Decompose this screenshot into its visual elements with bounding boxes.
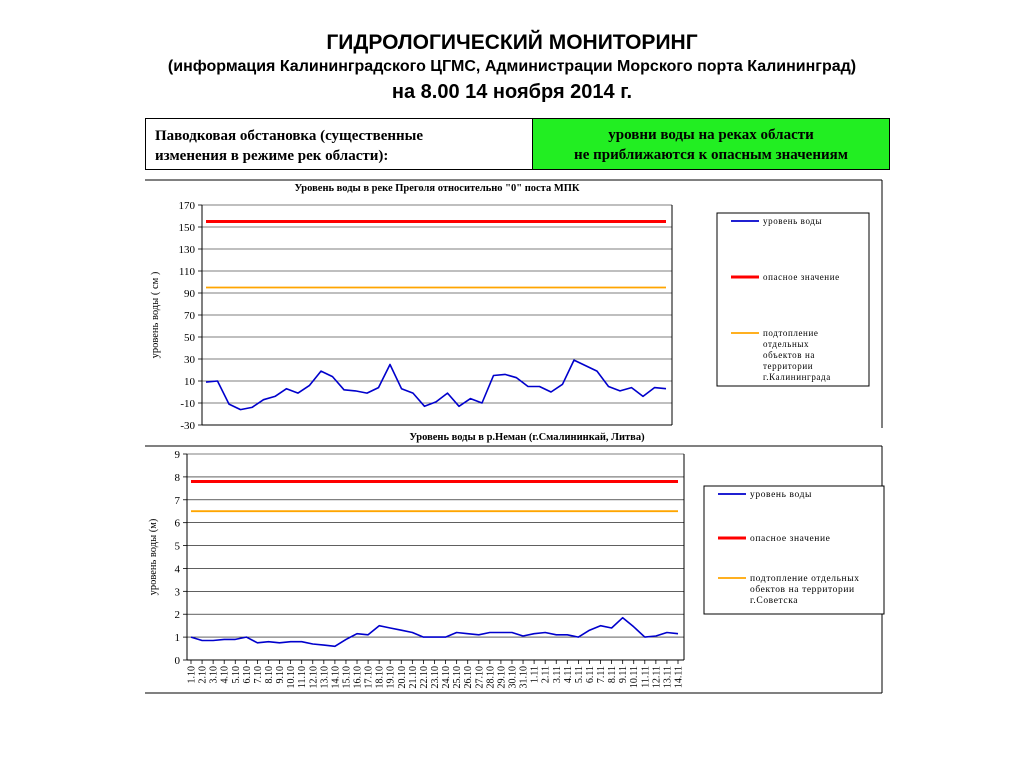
x-tick-label: 6.11 bbox=[584, 666, 596, 684]
x-tick-label: 9.10 bbox=[275, 666, 287, 684]
water-level-line bbox=[206, 360, 666, 410]
y-tick-label: 5 bbox=[174, 540, 180, 553]
pregolya-chart bbox=[145, 180, 882, 432]
x-tick-label: 21.10 bbox=[407, 666, 419, 689]
x-tick-label: 12.10 bbox=[308, 666, 320, 689]
x-tick-label: 17.10 bbox=[363, 666, 375, 689]
x-tick-label: 14.10 bbox=[330, 666, 342, 689]
flooding-level-legend-label: территории bbox=[763, 361, 814, 371]
x-tick-label: 11.10 bbox=[297, 666, 309, 689]
water-level-legend-label: уровень воды bbox=[763, 216, 823, 226]
water-level-line bbox=[191, 618, 678, 647]
x-tick-label: 26.10 bbox=[463, 666, 475, 689]
y-tick-label: 3 bbox=[174, 586, 180, 599]
page-subtitle: (информация Калининградского ЦГМС, Администрации Морского порта Калининград) bbox=[167, 58, 857, 75]
x-tick-label: 14.11 bbox=[673, 666, 685, 689]
x-tick-label: 6.10 bbox=[241, 666, 253, 684]
chart-title: Уровень воды в реке Преголя относительно "0" поста МПК bbox=[294, 183, 580, 194]
x-tick-label: 1.10 bbox=[186, 666, 198, 684]
x-tick-label: 8.11 bbox=[607, 666, 619, 684]
y-tick-label: 6 bbox=[174, 517, 180, 530]
x-tick-label: 7.10 bbox=[252, 666, 264, 684]
y-tick-label: 30 bbox=[184, 354, 195, 366]
flood-status-label-line-1: Паводковая обстановка (существенные bbox=[155, 128, 424, 144]
y-tick-label: -30 bbox=[180, 420, 195, 432]
flooding-level-legend-label: обектов на территории bbox=[750, 585, 855, 595]
chart-title: Уровень воды в р.Неман (г.Смалининкай, Литва) bbox=[409, 432, 645, 443]
y-tick-label: 9 bbox=[174, 449, 180, 461]
y-tick-label: 170 bbox=[178, 200, 195, 212]
flood-status-value-line-2: не приближаются к опасным значениям bbox=[574, 147, 848, 163]
flooding-level-legend-label: подтопление bbox=[763, 328, 819, 338]
x-tick-label: 9.11 bbox=[618, 666, 630, 684]
y-tick-label: 150 bbox=[178, 222, 195, 234]
y-tick-label: 10 bbox=[184, 376, 195, 388]
danger-level-legend-label: опасное значение bbox=[763, 272, 840, 282]
y-tick-label: 70 bbox=[184, 310, 195, 322]
x-tick-label: 30.10 bbox=[507, 666, 519, 689]
x-tick-label: 4.10 bbox=[219, 666, 231, 684]
x-tick-label: 16.10 bbox=[352, 666, 364, 689]
x-tick-label: 13.11 bbox=[662, 666, 674, 689]
x-tick-label: 27.10 bbox=[474, 666, 486, 689]
y-tick-label: -10 bbox=[180, 398, 195, 410]
x-tick-label: 2.11 bbox=[540, 666, 552, 684]
x-tick-label: 18.10 bbox=[374, 666, 386, 689]
x-tick-label: 2.10 bbox=[197, 666, 209, 684]
x-tick-label: 7.11 bbox=[596, 666, 608, 684]
x-tick-label: 13.10 bbox=[319, 666, 331, 689]
x-tick-label: 28.10 bbox=[485, 666, 497, 689]
x-tick-label: 31.10 bbox=[518, 666, 530, 689]
flood-status-value-line-1: уровни воды на реках области bbox=[608, 127, 814, 143]
neman-chart bbox=[145, 432, 884, 693]
x-tick-label: 19.10 bbox=[385, 666, 397, 689]
water-level-legend-label: уровень воды bbox=[750, 490, 813, 500]
y-tick-label: 2 bbox=[174, 609, 180, 622]
y-tick-label: 1 bbox=[174, 632, 180, 645]
x-tick-label: 24.10 bbox=[441, 666, 453, 689]
x-tick-label: 23.10 bbox=[430, 666, 441, 689]
y-axis-label: уровень воды ( см ) bbox=[150, 271, 161, 359]
y-tick-label: 50 bbox=[184, 332, 195, 344]
flooding-level-legend-label: объектов на bbox=[763, 350, 815, 360]
flood-status-label-line-2: изменения в режиме рек области): bbox=[155, 148, 389, 164]
flooding-level-legend-label: г.Калининграда bbox=[763, 372, 831, 382]
flooding-level-legend-label: г.Советска bbox=[750, 596, 799, 606]
x-tick-label: 5.10 bbox=[230, 666, 242, 684]
x-tick-label: 22.10 bbox=[418, 666, 430, 689]
page-title: ГИДРОЛОГИЧЕСКИЙ МОНИТОРИНГ bbox=[326, 31, 698, 54]
x-tick-label: 10.11 bbox=[629, 666, 641, 689]
flooding-level-legend-label: подтопление отдельных bbox=[750, 574, 860, 584]
x-tick-label: 29.10 bbox=[496, 666, 508, 689]
x-tick-label: 11.11 bbox=[640, 666, 652, 688]
flooding-level-legend-label: отдельных bbox=[763, 339, 810, 349]
x-tick-label: 5.11 bbox=[573, 666, 585, 684]
x-tick-label: 25.10 bbox=[452, 666, 464, 689]
x-tick-label: 12.11 bbox=[651, 666, 663, 689]
y-tick-label: 110 bbox=[178, 266, 195, 278]
x-tick-label: 3.10 bbox=[208, 666, 220, 684]
x-tick-label: 3.11 bbox=[551, 666, 563, 684]
y-tick-label: 8 bbox=[174, 471, 180, 484]
danger-level-legend-label: опасное значение bbox=[750, 534, 831, 544]
x-tick-label: 1.11 bbox=[529, 666, 541, 684]
y-axis-label: уровень воды (м) bbox=[148, 518, 159, 596]
x-tick-label: 8.10 bbox=[263, 666, 275, 684]
x-tick-label: 4.11 bbox=[562, 666, 574, 684]
y-tick-label: 0 bbox=[174, 655, 180, 667]
x-tick-label: 20.10 bbox=[396, 666, 408, 689]
y-tick-label: 7 bbox=[174, 494, 180, 507]
x-tick-label: 15.10 bbox=[341, 666, 353, 689]
x-tick-label: 10.10 bbox=[286, 666, 298, 689]
y-tick-label: 130 bbox=[178, 244, 195, 256]
report-date: на 8.00 14 ноября 2014 г. bbox=[391, 81, 633, 103]
y-tick-label: 4 bbox=[174, 563, 180, 576]
y-tick-label: 90 bbox=[184, 288, 195, 300]
